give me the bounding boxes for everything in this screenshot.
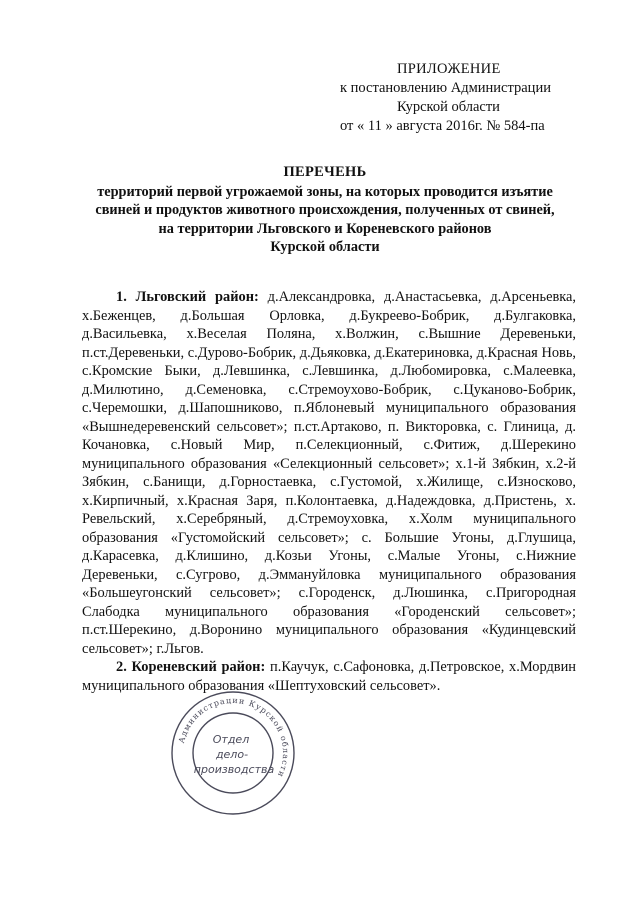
item-label-korenevo: 2. Кореневский район: <box>116 659 266 675</box>
appendix-line-2: Курской области <box>397 99 500 115</box>
stamp-ring-text: Администрации Курской области <box>176 695 291 780</box>
heading-line-4: Курской области <box>270 239 380 255</box>
stamp-center-line-2: дело- <box>215 748 249 761</box>
stamp-center-line-3: производства <box>193 763 275 776</box>
item-text-lgov: д.Александровка, д.Анастасьевка, д.Арсеньевка, х.Беженцев, д.Большая Орловка, д.Букреево-Бобрик, д.Булгаковка, д.Васильевка, х.Веселая Поляна, х.Волжин, с.Вышние Деревеньки, п.ст.Деревеньки, с.Дурово-Бобрик, д.Дьяковка, д.Екатериновка, д.Красная Новь, с.Кромские Быки, д.Левшинка, с.Левшинка, д.Любомировка, с.Малеевка, д.Милютино, д.Семеновка, с.Стремоухово-Бобрик, с.Цуканово-Бобрик, с.Черемошки, д.Шапошниково, п.Яблоневый муниципального образования «Вышнедеревенский сельсовет»; п.ст.Артаково, п. Викторовка, с. Глиница, д. Кочановка, с.Новый Мир, п.Селекционный, с.Фитиж, д.Шерекино муниципального образования «Селекционный сельсовет»; х.1-й Зябкин, х.2-й Зябкин, с.Банищи, д.Горностаевка, с.Густомой, х.Жилище, с.Износково, х.Кирпичный, х.Красная Заря, п.Колонтаевка, д.Надеждовка, д.Пристень, х. Ревельский, х.Серебряный, д.Стремоуховка, х.Холм муниципального образования «Густомойский сельсовет»; с. Большие Угоны, д.Глушица, д.Карасевка, д.Клишино, д.Козьи Угоны, с.Малые Угоны, с.Нижние Деревеньки, с.Сугрово, д.Эммануйловка муниципального образования «Большеугонский сельсовет»; с.Городенск, д.Люшинка, с.Пригородная Слабодка муниципального образования «Городенский сельсовет»; п.ст.Шерекино, д.Воронино муниципального образования «Кудинцевский сельсовет»; г.Льгов. <box>82 289 577 657</box>
stamp-center-line-1: Отдел <box>212 733 250 746</box>
list-item-korenevo <box>82 658 576 695</box>
appendix-title: ПРИЛОЖЕНИЕ <box>397 61 501 77</box>
appendix-block <box>340 60 580 136</box>
appendix-line-1: к постановлению Администрации <box>340 80 551 96</box>
heading-line-1: территорий первой угрожаемой зоны, на которых проводится изъятие <box>97 183 553 200</box>
appendix-line-3: от « 11 » августа 2016г. № 584-па <box>340 118 545 134</box>
item-text-korenevo: п.Каучук, с.Сафоновка, д.Петровское, х.Мордвин муниципального образования «Шептуховский сельсовет». <box>82 659 576 694</box>
heading-line-2: свиней и продуктов животного происхождения, полученных от свиней, <box>95 202 555 218</box>
heading-line-3: на территории Льговского и Кореневского районов <box>158 220 492 237</box>
item-label-lgov: 1. Льговский район: <box>116 289 259 305</box>
list-item-lgov <box>82 288 576 658</box>
heading-title: ПЕРЕЧЕНЬ <box>283 164 367 180</box>
stamp-seal <box>168 688 298 818</box>
document-heading <box>60 163 590 257</box>
document-body <box>82 288 576 695</box>
